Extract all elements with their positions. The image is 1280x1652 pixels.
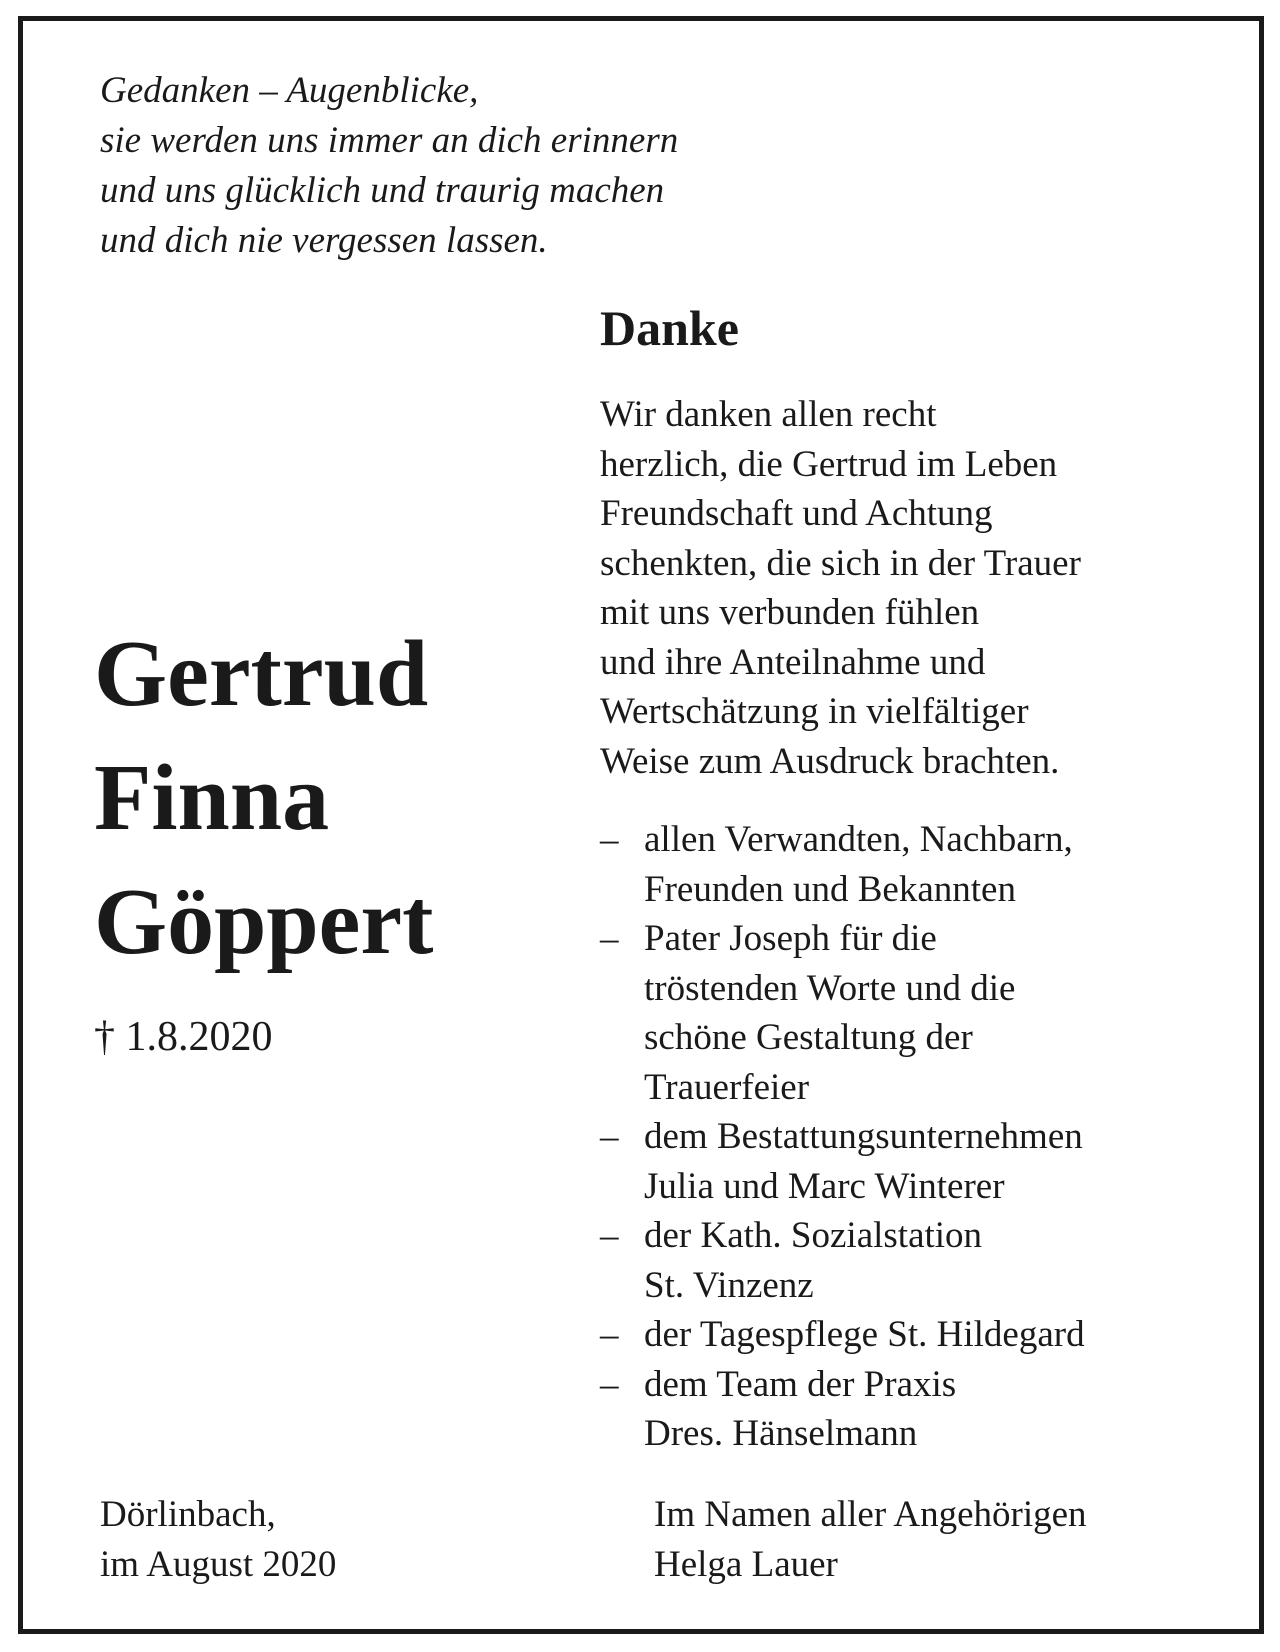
- list-item-line: Dres. Hänselmann: [644, 1413, 918, 1454]
- deceased-name: [94, 612, 433, 984]
- name-line: Finna: [94, 746, 330, 850]
- list-item: [600, 914, 1085, 1112]
- list-item: [600, 1211, 1085, 1310]
- poem-line: und uns glücklich und traurig machen: [100, 170, 665, 211]
- list-item-line: der Tagespflege St. Hildegard: [644, 1314, 1085, 1355]
- intro-line: Weise zum Ausdruck brachten.: [600, 740, 1060, 782]
- intro-line: und ihre Anteilnahme und: [600, 641, 986, 683]
- poem-line: und dich nie vergessen lassen.: [100, 220, 548, 261]
- signature-line: Helga Lauer: [654, 1543, 838, 1585]
- name-line: Gertrud: [94, 622, 429, 726]
- place-and-date: [100, 1490, 336, 1589]
- bullet-dash: –: [600, 1363, 619, 1405]
- intro-line: schenkten, die sich in der Trauer: [600, 542, 1081, 584]
- list-item: [600, 815, 1085, 914]
- bullet-dash: –: [600, 918, 619, 959]
- list-item: [600, 1310, 1085, 1360]
- intro-line: Wir danken allen recht: [600, 394, 937, 435]
- death-date: † 1.8.2020: [94, 1014, 273, 1060]
- list-item: [600, 1360, 1085, 1459]
- list-item-line: dem Team der Praxis: [644, 1363, 957, 1405]
- list-item: [600, 1112, 1085, 1211]
- list-item-line: schöne Gestaltung der: [644, 1017, 973, 1058]
- poem-line: sie werden uns immer an dich erinnern: [100, 120, 679, 161]
- poem: [100, 66, 678, 266]
- intro-line: Wertschätzung in vielfältiger: [600, 691, 1029, 732]
- thanks-list: [600, 815, 1085, 1459]
- place-line: Dörlinbach,: [100, 1494, 276, 1535]
- list-item-line: der Kath. Sozialstation: [644, 1215, 983, 1256]
- list-item-line: Julia und Marc Winterer: [644, 1165, 1005, 1207]
- list-item-line: dem Bestattungsunternehmen: [644, 1116, 1083, 1157]
- place-line: im August 2020: [100, 1543, 337, 1585]
- list-item-line: Pater Joseph für die: [644, 918, 937, 959]
- list-item-line: St. Vinzenz: [644, 1264, 814, 1306]
- list-item-line: tröstenden Worte und die: [644, 967, 1016, 1009]
- list-item-line: Trauerfeier: [644, 1066, 810, 1108]
- signature: [654, 1490, 1087, 1589]
- bullet-dash: –: [600, 1215, 619, 1256]
- thanks-intro: [600, 390, 1081, 786]
- signature-line: Im Namen aller Angehörigen: [654, 1494, 1087, 1535]
- bullet-dash: –: [600, 819, 619, 860]
- name-line: Göppert: [94, 870, 434, 974]
- intro-line: mit uns verbunden fühlen: [600, 592, 980, 633]
- list-item-line: allen Verwandten, Nachbarn,: [644, 819, 1073, 860]
- intro-line: herzlich, die Gertrud im Leben: [600, 443, 1058, 485]
- list-item-line: Freunden und Bekannten: [644, 868, 1016, 910]
- danke-heading: Danke: [600, 300, 739, 356]
- intro-line: Freundschaft und Achtung: [600, 493, 993, 534]
- bullet-dash: –: [600, 1314, 619, 1355]
- poem-line: Gedanken – Augenblicke,: [100, 70, 479, 111]
- bullet-dash: –: [600, 1116, 619, 1157]
